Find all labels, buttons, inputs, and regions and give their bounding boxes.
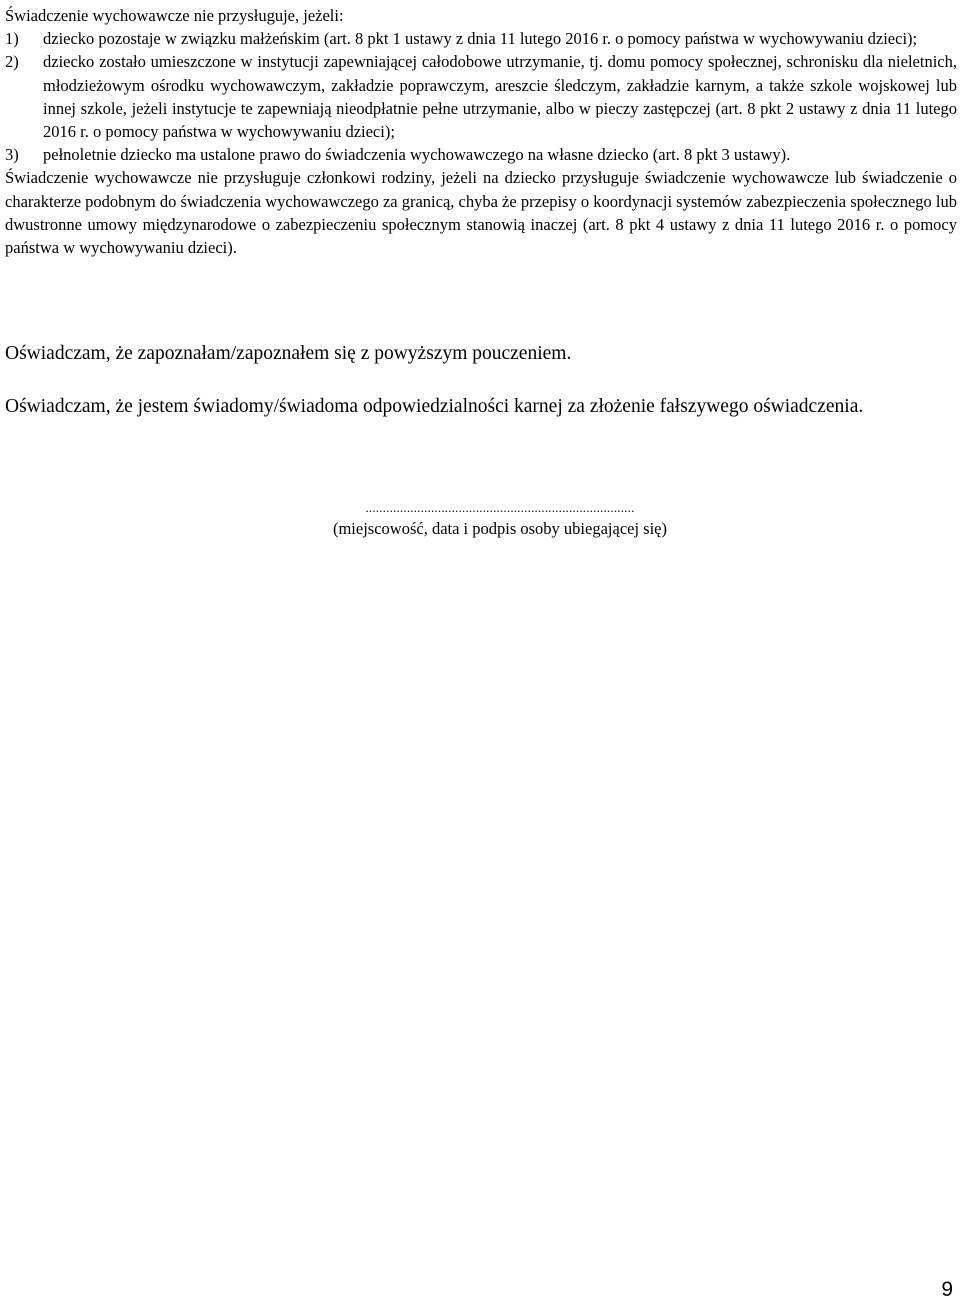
notice-closing-paragraph: Świadczenie wychowawcze nie przysługuje członkowi rodziny, jeżeli na dziecko przysługuje świadczenie wychowawcze lub świadczenie o charakterze podobnym do świadczenia wychowawczego za granicą, chyba że przepisy o koordynacji systemów zabezpieczenia społecznego lub dwustronne umowy międzynarodowe o zabezpieczeniu społecznym stanowią inaczej (art. 8 pkt 4 ustawy z dnia 11 lutego 2016 r. o pomocy państwa w wychowywaniu dzieci). bbox=[5, 168, 957, 258]
notice-intro: Świadczenie wychowawcze nie przysługuje, jeżeli: bbox=[5, 6, 344, 25]
declaration-acknowledgement: Oświadczam, że zapoznałam/zapoznałem się z powyższym pouczeniem. bbox=[5, 343, 572, 364]
declaration-criminal-liability: Oświadczam, że jestem świadomy/świadoma odpowiedzialności karnej za złożenie fałszywego oświadczenia. bbox=[5, 396, 864, 417]
item-text: dziecko zostało umieszczone w instytucji zapewniającej całodobowe utrzymanie, tj. domu pomocy społecznej, schronisku dla nieletnich, młodzieżowym ośrodku wychowawczym, zakładzie poprawczym, areszcie śledczym, zakładzie karnym, a także szkole wojskowej lub innej szkole, jeżeli instytucje te zapewniają nieodpłatnie pełne utrzymanie, albo w pieczy zastępczej (art. 8 pkt 2 ustawy z dnia 11 lutego 2016 r. o pomocy państwa w wychowywaniu dzieci); bbox=[43, 52, 957, 142]
signature-caption: (miejscowość, data i podpis osoby ubiegającej się) bbox=[332, 519, 668, 538]
notice-item-2 bbox=[5, 50, 957, 143]
item-text: pełnoletnie dziecko ma ustalone prawo do świadczenia wychowawczego na własne dziecko (art. 8 pkt 3 ustawy). bbox=[43, 145, 791, 165]
instruction-notice bbox=[5, 4, 957, 259]
signature-line: .............................................................................. bbox=[365, 500, 635, 515]
item-text: dziecko pozostaje w związku małżeńskim (art. 8 pkt 1 ustawy z dnia 11 lutego 2016 r. o pomocy państwa w wychowywaniu dzieci); bbox=[43, 29, 918, 49]
item-number: 1) bbox=[5, 29, 19, 49]
item-number: 2) bbox=[5, 52, 19, 72]
item-number: 3) bbox=[5, 145, 19, 165]
page-number: 9 bbox=[941, 1278, 953, 1301]
notice-item-1 bbox=[5, 27, 957, 50]
signature-block bbox=[200, 497, 800, 539]
notice-item-3 bbox=[5, 143, 957, 166]
